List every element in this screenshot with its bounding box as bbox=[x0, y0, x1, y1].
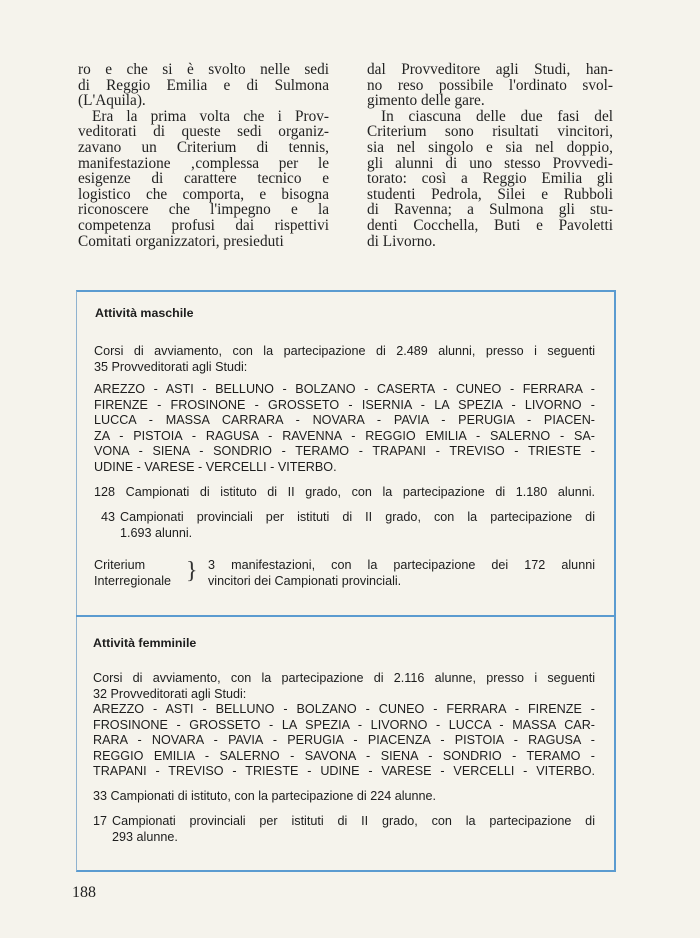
text-line: vincitori dei Campionati provinciali. bbox=[208, 573, 402, 588]
text-line: Corsi di avviamento, con la partecipazione di 2.116 alunne, presso i seguenti bbox=[93, 671, 595, 685]
box-divider bbox=[76, 615, 615, 617]
text-line: VONA - SIENA - SONDRIO - TERAMO - TRAPANI - TREVISO - TRIESTE - bbox=[94, 444, 595, 458]
text-line: LUCCA - MASSA CARRARA - NOVARA - PAVIA - PERUGIA - PIACEN- bbox=[94, 413, 595, 427]
text-line: ZA - PISTOIA - RAGUSA - RAVENNA - REGGIO EMILIA - SALERNO - SA- bbox=[94, 428, 595, 443]
text-line: 3 manifestazioni, con la partecipazione dei 172 alunni bbox=[208, 558, 595, 572]
female-corsi-paragraph bbox=[93, 671, 595, 702]
male-istituto-line bbox=[94, 485, 595, 501]
page-number: 188 bbox=[72, 884, 96, 901]
text-line: Corsi di avviamento, con la partecipazione di 2.489 alunni, presso i seguenti bbox=[94, 344, 595, 358]
text-line: Comitati organizzatori, presieduti bbox=[78, 232, 284, 250]
criterium-description bbox=[208, 558, 595, 589]
text-line: veditorati di queste sedi organiz- bbox=[78, 123, 329, 141]
text-line: riconoscere che l'impegno e la bbox=[78, 201, 329, 219]
text-line: zavano un Criterium di tennis, bbox=[78, 138, 329, 156]
text-line: di Reggio Emilia e di Sulmona bbox=[78, 76, 329, 94]
text-line: studenti Pedrola, Silei e Rubboli bbox=[367, 185, 613, 203]
text-line: AREZZO - ASTI - BELLUNO - BOLZANO - CASERTA - CUNEO - FERRARA - bbox=[94, 382, 595, 396]
text-line: logistico che comporta, e bisogna bbox=[78, 185, 329, 203]
female-cities-list bbox=[93, 702, 595, 780]
text-line: gimento delle gare. bbox=[367, 92, 485, 110]
text-line: sia nel singolo e sia nel doppio, bbox=[367, 138, 613, 156]
criterium-label bbox=[94, 558, 171, 589]
text-line: torato: così a Reggio Emilia gli bbox=[367, 170, 613, 188]
text-line: dal Provveditore agli Studi, han- bbox=[367, 61, 613, 78]
text-line: no reso possibile l'ordinato svol- bbox=[367, 76, 613, 94]
text-line: TRAPANI - TREVISO - TRIESTE - UDINE - VARESE - VERCELLI - VITERBO. bbox=[93, 764, 595, 778]
female-istituto-line bbox=[93, 789, 595, 805]
text-line: 293 alunne. bbox=[112, 829, 178, 844]
male-provinciali-number: 43 bbox=[101, 510, 116, 524]
text-line: Campionati provinciali per istituti di II grado, con la partecipazione di bbox=[120, 510, 595, 524]
text-line: denti Cocchella, Buti e Pavoletti bbox=[367, 216, 613, 234]
text-line: UDINE - VARESE - VERCELLI - VITERBO. bbox=[94, 459, 337, 474]
female-provinciali-number: 17 bbox=[93, 814, 108, 828]
text-line: 35 Provveditorati agli Studi: bbox=[94, 359, 248, 374]
male-section-title: Attività maschile bbox=[95, 306, 194, 320]
text-line: Criterium bbox=[94, 558, 146, 572]
text-line: In ciascuna delle due fasi del bbox=[381, 107, 613, 125]
text-line: AREZZO - ASTI - BELLUNO - BOLZANO - CUNEO - FERRARA - FIRENZE - bbox=[93, 702, 595, 716]
text-line: (L'Aquila). bbox=[78, 92, 146, 110]
text-line: Criterium sono risultati vincitori, bbox=[367, 123, 613, 141]
brace-icon: } bbox=[186, 558, 198, 584]
male-provinciali-paragraph bbox=[120, 510, 595, 541]
text-line: esigenze di carattere tecnico e bbox=[78, 170, 329, 188]
text-line: di Livorno. bbox=[367, 232, 436, 250]
text-line: competenza profusi dai rispettivi bbox=[78, 216, 329, 234]
text-line: REGGIO EMILIA - SALERNO - SAVONA - SIENA - SONDRIO - TERAMO - bbox=[93, 748, 595, 763]
text-line: Campionati provinciali per istituti di II grado, con la partecipazione di bbox=[112, 814, 595, 828]
female-provinciali-paragraph bbox=[112, 814, 595, 845]
left-text-column bbox=[78, 62, 329, 249]
text-line: di Ravenna; a Sulmona gli stu- bbox=[367, 201, 613, 219]
text-line: FROSINONE - GROSSETO - LA SPEZIA - LIVORNO - LUCCA - MASSA CAR- bbox=[93, 717, 595, 732]
text-line: 32 Provveditorati agli Studi: bbox=[93, 686, 247, 701]
male-cities-list bbox=[94, 382, 595, 475]
female-section-title: Attività femminile bbox=[93, 636, 197, 650]
text-line: ro e che si è svolto nelle sedi bbox=[78, 61, 329, 78]
text-line: 128 Campionati di istituto di II grado, con la partecipazione di 1.180 alunni. bbox=[94, 485, 595, 499]
male-corsi-paragraph bbox=[94, 344, 595, 375]
text-line: gli alunni di uno stesso Provvedi- bbox=[367, 154, 613, 172]
text-line: Era la prima volta che i Prov- bbox=[92, 107, 329, 125]
text-line: Interregionale bbox=[94, 573, 172, 588]
text-line: manifestazione ‚complessa per le bbox=[78, 154, 329, 172]
text-line: 1.693 alunni. bbox=[120, 525, 193, 540]
text-line: FIRENZE - FROSINONE - GROSSETO - ISERNIA - LA SPEZIA - LIVORNO - bbox=[94, 397, 595, 412]
text-line: 33 Campionati di istituto, con la partecipazione di 224 alunne. bbox=[93, 789, 437, 803]
right-text-column bbox=[367, 62, 613, 249]
text-line: RARA - NOVARA - PAVIA - PERUGIA - PIACENZA - PISTOIA - RAGUSA - bbox=[93, 733, 595, 747]
